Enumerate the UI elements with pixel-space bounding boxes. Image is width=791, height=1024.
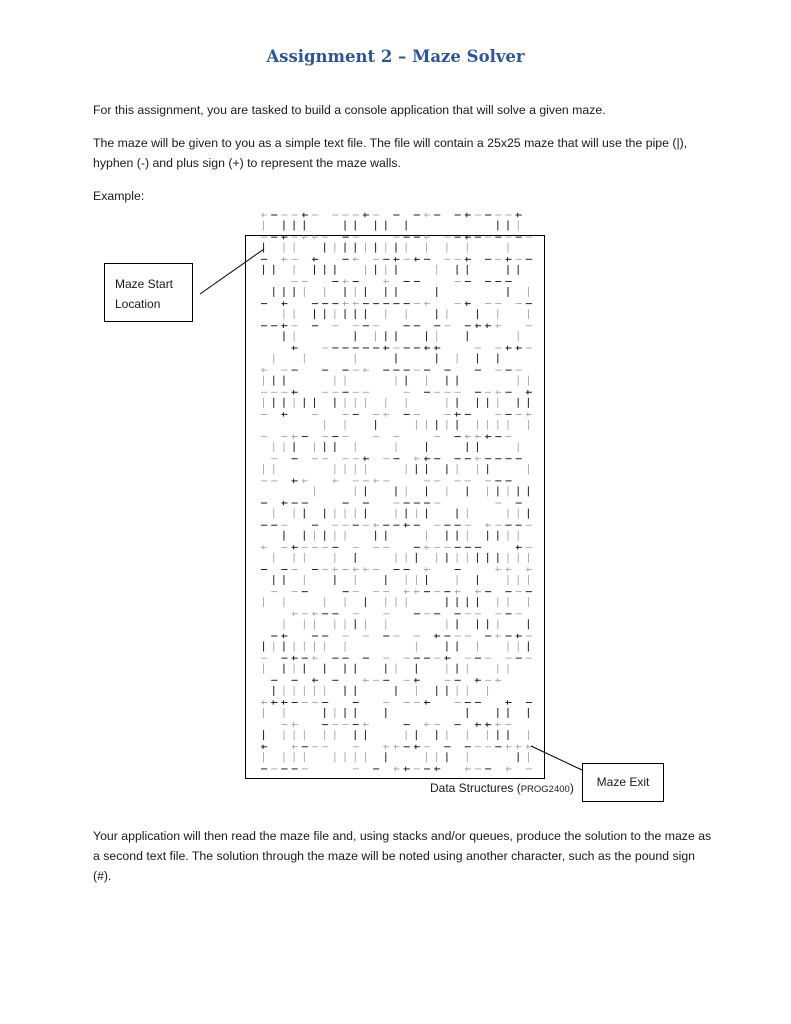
maze-wall-segment [261, 213, 267, 217]
maze-wall-segment [281, 412, 287, 416]
maze-wall-segment [495, 324, 501, 328]
maze-wall-segment [485, 523, 491, 527]
maze-wall-segment [281, 501, 287, 505]
maze-wall-segment [455, 589, 461, 593]
maze-wall-segment [404, 523, 410, 527]
maze-wall-segment [485, 434, 491, 438]
maze-wall-segment [444, 656, 450, 660]
maze-exit-callout: Maze Exit [582, 763, 664, 802]
maze-wall-segment [414, 678, 420, 682]
maze-wall-segment [312, 656, 318, 660]
maze-wall-segment [353, 257, 359, 261]
maze-wall-segment [404, 589, 410, 593]
maze-wall-segment [424, 346, 430, 350]
maze-wall-segment [373, 479, 379, 483]
maze-wall-segment [495, 634, 501, 638]
maze-wall-segment [302, 213, 308, 217]
maze-wall-segment [465, 213, 471, 217]
maze-wall-segment [414, 589, 420, 593]
maze-wall-segment [292, 722, 298, 726]
maze-wall-segment [505, 700, 511, 704]
maze-walls [261, 213, 532, 771]
maze-wall-segment [292, 612, 298, 616]
maze-wall-segment [383, 346, 389, 350]
maze-wall-segment [292, 745, 298, 749]
maze-wall-segment [404, 767, 410, 771]
maze-wall-segment [261, 700, 267, 704]
maze-wall-segment [383, 412, 389, 416]
maze-wall-segment [292, 346, 298, 350]
file-format-paragraph: The maze will be given to you as a simple text file. The file will contain a 25x25 maze that will use the pipe (|), hyphen (-) and plus sign (+) to represent the maze walls. [93, 136, 688, 170]
maze-wall-segment [302, 235, 308, 239]
maze-wall-segment [393, 257, 399, 261]
maze-wall-segment [281, 634, 287, 638]
maze-wall-segment [363, 368, 369, 372]
maze-wall-segment [516, 346, 522, 350]
maze-wall-segment [302, 479, 308, 483]
maze-wall-segment [505, 767, 511, 771]
maze-wall-segment [485, 324, 491, 328]
maze-wall-segment [363, 457, 369, 461]
maze-wall-segment [281, 235, 287, 239]
maze-wall-segment [495, 390, 501, 394]
maze-wall-segment [373, 523, 379, 527]
maze-wall-segment [434, 767, 440, 771]
start-label-line1: Maze Start [115, 277, 174, 291]
figure-caption [430, 781, 574, 795]
maze-wall-segment [414, 457, 420, 461]
maze-start-callout [104, 263, 193, 322]
maze-wall-segment [292, 479, 298, 483]
maze-wall-segment [332, 567, 338, 571]
maze-wall-segment [516, 213, 522, 217]
maze-wall-segment [495, 722, 501, 726]
maze-wall-segment [383, 745, 389, 749]
maze-wall-segment [526, 567, 532, 571]
maze-wall-segment [414, 745, 420, 749]
maze-wall-segment [342, 301, 348, 305]
maze-wall-segment [414, 257, 420, 261]
maze-wall-segment [363, 213, 369, 217]
solution-paragraph: Your application will then read the maze file and, using stacks and/or queues, produce the solution to the maze as a second text file. The solution through the maze will be noted using another character, such as the pound sign (#). [93, 829, 712, 883]
maze-wall-segment [424, 567, 430, 571]
maze-wall-segment [261, 368, 267, 372]
maze-wall-segment [516, 545, 522, 549]
maze-wall-segment [312, 612, 318, 616]
maze-wall-segment [475, 722, 481, 726]
maze-wall-segment [505, 257, 511, 261]
maze-wall-segment [516, 634, 522, 638]
page-title: Assignment 2 – Maze Solver [266, 47, 525, 66]
maze-wall-segment [424, 700, 430, 704]
caption-code: PROG2400 [520, 784, 570, 795]
maze-wall-segment [424, 235, 430, 239]
maze-wall-segment [424, 545, 430, 549]
maze-wall-segment [475, 589, 481, 593]
maze-wall-segment [424, 722, 430, 726]
maze-wall-segment [281, 324, 287, 328]
maze-wall-segment [505, 346, 511, 350]
maze-wall-segment [424, 457, 430, 461]
maze-wall-segment [342, 279, 348, 283]
maze-wall-segment [465, 767, 471, 771]
maze-wall-segment [465, 301, 471, 305]
maze-wall-segment [292, 656, 298, 660]
maze-wall-segment [271, 700, 277, 704]
maze-wall-segment [475, 457, 481, 461]
maze-wall-segment [281, 700, 287, 704]
start-label-line2: Location [115, 297, 161, 311]
maze-wall-segment [516, 745, 522, 749]
maze-wall-segment [424, 301, 430, 305]
maze-wall-segment [363, 678, 369, 682]
maze-wall-segment [465, 257, 471, 261]
maze-wall-segment [281, 301, 287, 305]
maze-wall-segment [292, 390, 298, 394]
maze-wall-segment [434, 634, 440, 638]
maze-wall-segment [312, 257, 318, 261]
maze-wall-segment [261, 745, 267, 749]
maze-wall-segment [332, 479, 338, 483]
maze-wall-segment [363, 567, 369, 571]
caption-close: ) [569, 781, 574, 795]
maze-wall-segment [465, 434, 471, 438]
maze-wall-segment [475, 324, 481, 328]
maze-wall-segment [353, 567, 359, 571]
example-label: Example: [93, 189, 145, 203]
maze-wall-segment [495, 567, 501, 571]
maze-wall-segment [383, 279, 389, 283]
maze-wall-segment [485, 722, 491, 726]
maze-wall-segment [424, 213, 430, 217]
maze-wall-segment [292, 545, 298, 549]
maze-wall-segment [475, 434, 481, 438]
maze-wall-segment [505, 745, 511, 749]
maze-wall-segment [475, 678, 481, 682]
maze-wall-segment [526, 745, 532, 749]
maze-wall-segment [353, 301, 359, 305]
maze-wall-segment [312, 678, 318, 682]
maze-wall-segment [526, 412, 532, 416]
maze-wall-segment [455, 412, 461, 416]
maze-wall-segment [261, 545, 267, 549]
maze-wall-segment [465, 235, 471, 239]
maze-wall-segment [292, 434, 298, 438]
maze-wall-segment [526, 390, 532, 394]
maze-wall-segment [495, 678, 501, 682]
maze-wall-segment [434, 346, 440, 350]
intro-paragraph: For this assignment, you are tasked to build a console application that will solve a given maze. [93, 103, 606, 117]
maze-wall-segment [281, 257, 287, 261]
maze-wall-segment [393, 767, 399, 771]
maze-wall-segment [393, 745, 399, 749]
maze-figure [235, 205, 565, 790]
maze-wall-segment [505, 567, 511, 571]
maze-wall-segment [312, 235, 318, 239]
maze-wall-segment [363, 722, 369, 726]
caption-main: Data Structures ( [430, 781, 521, 795]
